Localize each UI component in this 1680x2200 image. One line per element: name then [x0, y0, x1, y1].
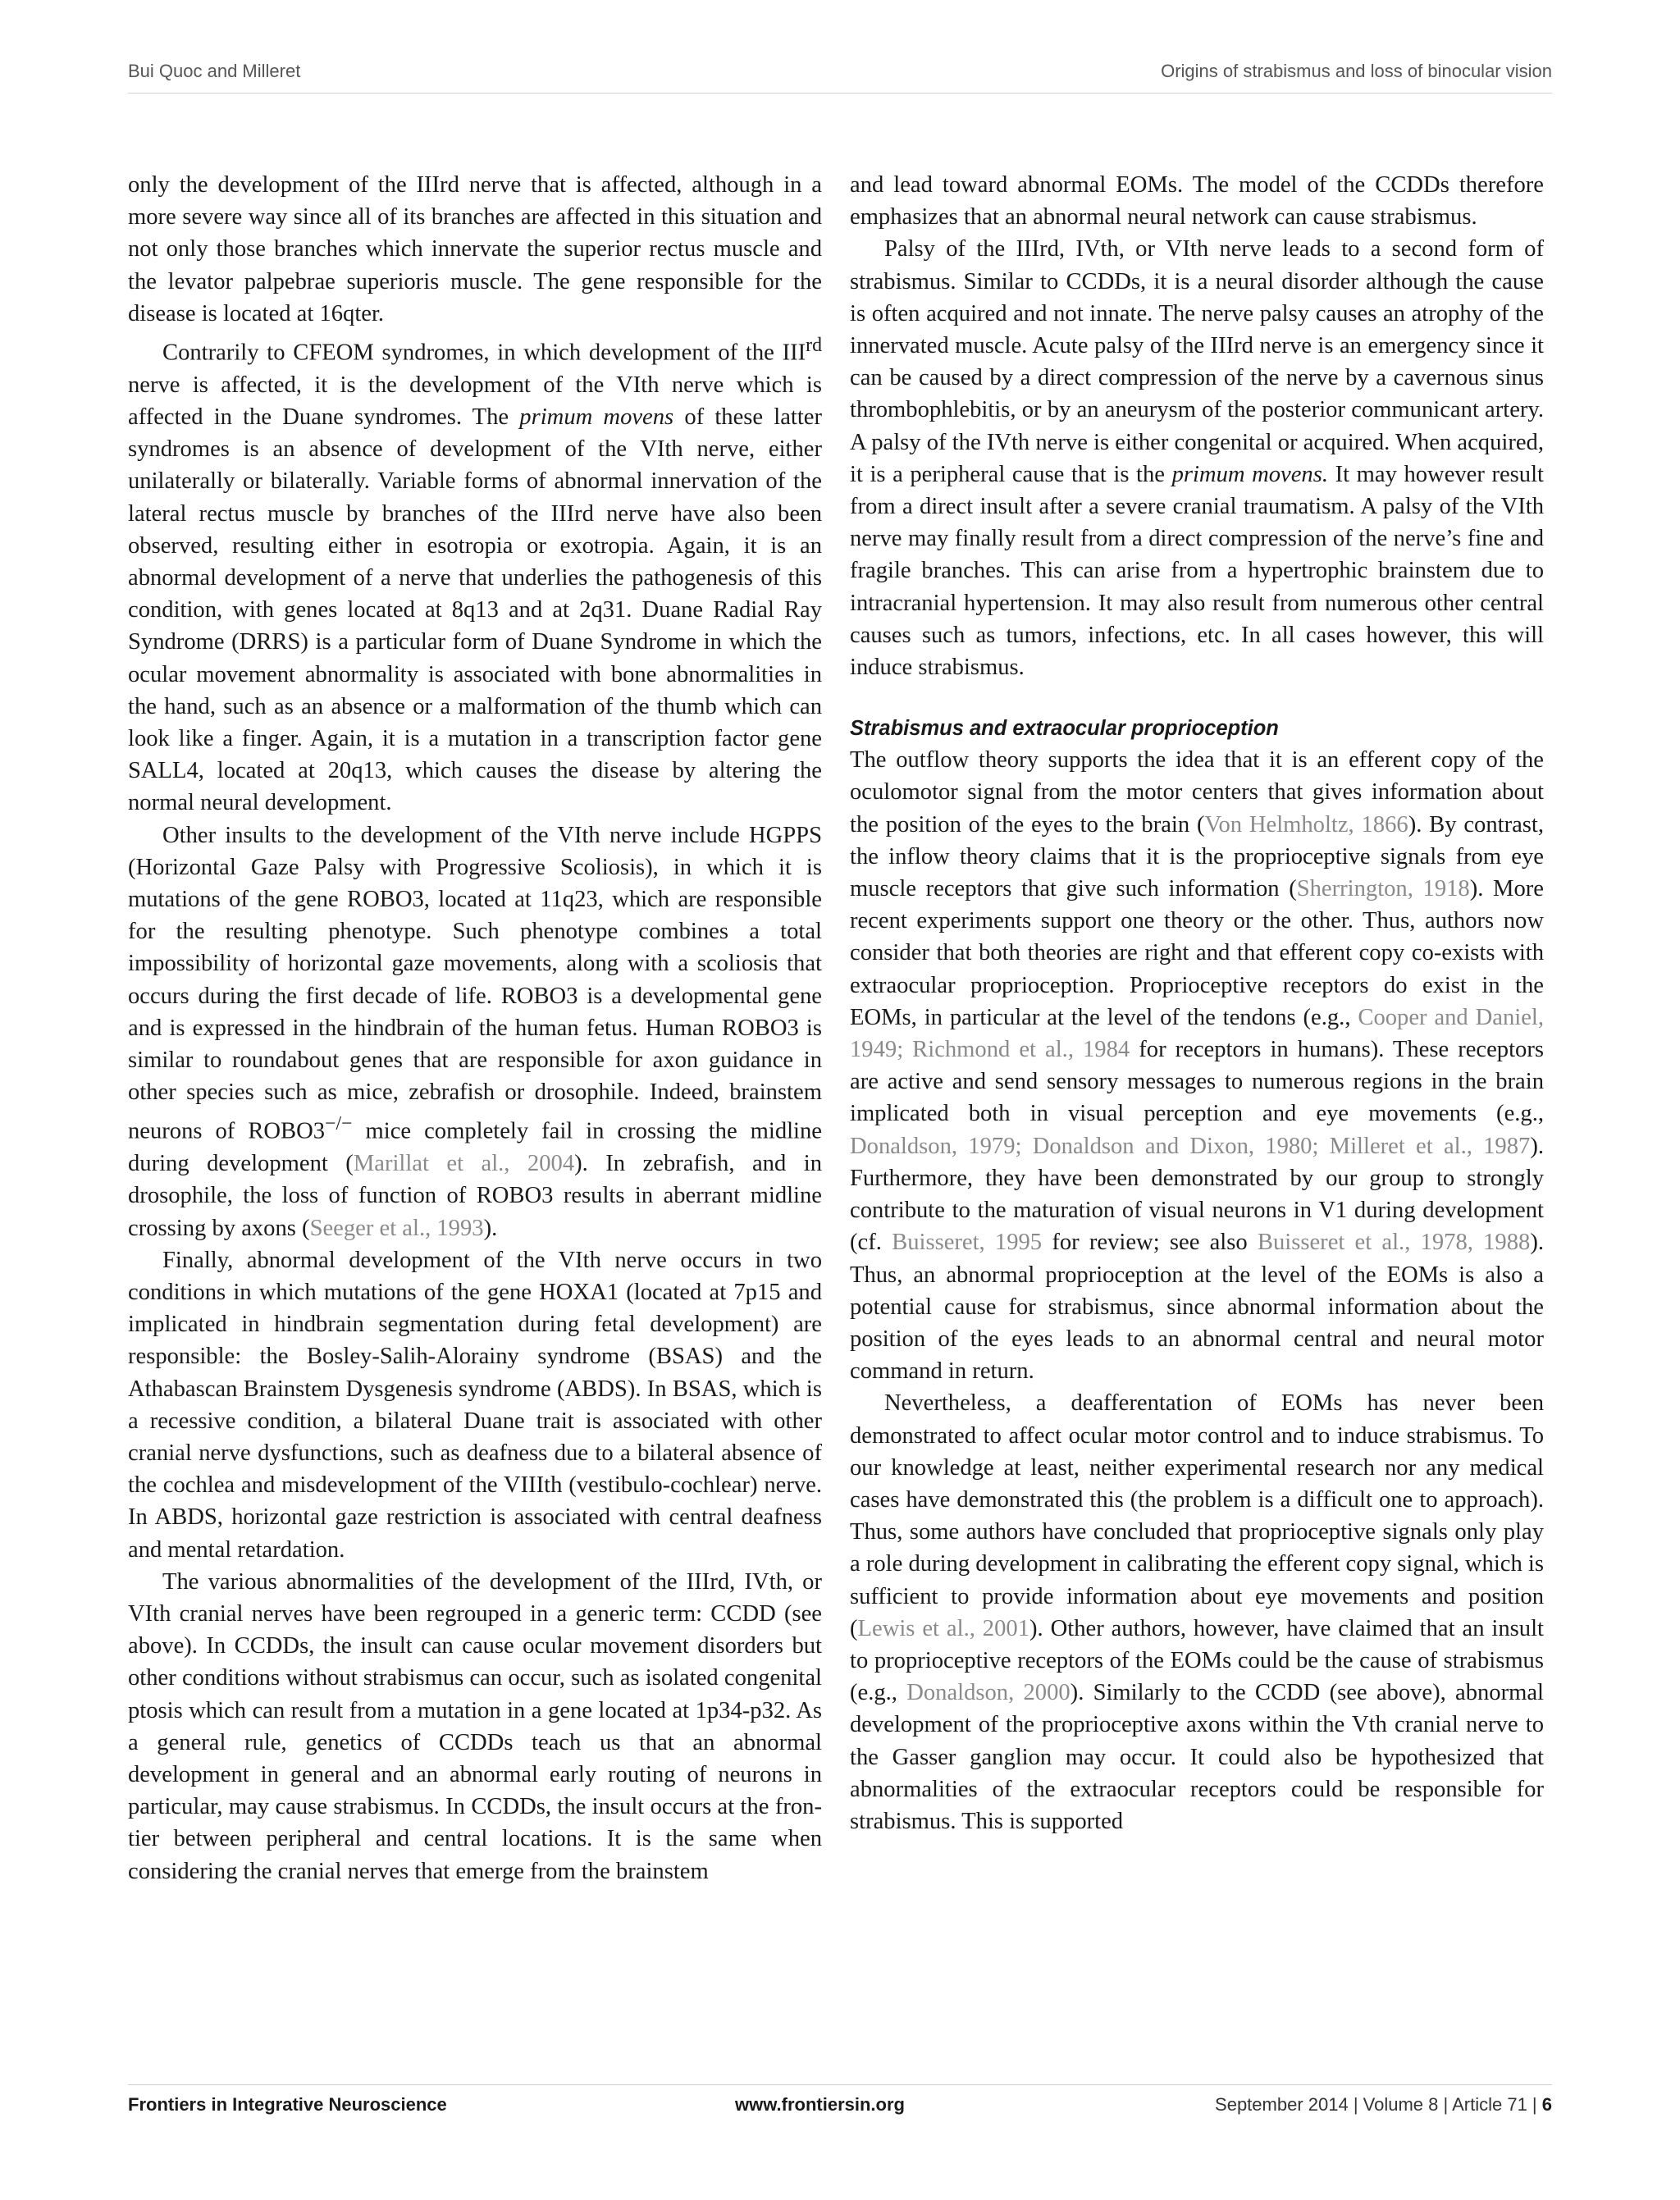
- italic-term: primum movens.: [1171, 461, 1329, 487]
- header-article-title: Origins of strabismus and loss of binocular vision: [1161, 61, 1552, 81]
- running-head: [128, 61, 1552, 82]
- citation-link[interactable]: Donaldson, 2000: [906, 1680, 1071, 1706]
- section-heading: Strabismus and extraocular proprioception: [850, 717, 1279, 741]
- paragraph: The various abnormalities of the development of the IIIrd, IVth, or VIth cranial nerves have been regrouped in a generic term: CCDD (see above). In CCDDs, the insult can cause ocular movement disorders but other conditions without strabismus can occur, such as isolated congenital ptosis which can result from a mutation in a gene located at 1p34-p32. As a general rule, genetics of CCDDs teach us that an abnormal development in general and an abnormal early routing of neurons in particular, may cause strabismus. In CCDDs, the insult occurs at the frontier between peripheral and central locations. It is the same when considering the cranial nerves that emerge from the brainstem: [128, 1568, 822, 1884]
- citation-link[interactable]: Lewis et al., 2001: [857, 1615, 1029, 1641]
- paragraph: Finally, abnormal development of the VIth nerve occurs in two conditions in which mutations of the gene HOXA1 (located at 7p15 and implicated in hindbrain segmentation during fetal development) are responsible: the Bosley-Salih-Alorainy syndrome (BSAS) and the Athabascan Brainstem Dysgenesis syndrome (ABDS). In BSAS, which is a recessive condition, a bilateral Duane trait is associated with other cranial nerve dysfunctions, such as deafness due to a bilateral absence of the cochlea and misdevelopment of the VIIIth (vestibulo-cochlear) nerve. In ABDS, horizontal gaze restriction is associated with central deafness and mental retardation.: [128, 1247, 822, 1563]
- citation-link[interactable]: Cooper and Daniel, 1949; Richmond et al., 1984: [850, 1004, 1544, 1063]
- citation-link[interactable]: Sherrington, 1918: [1296, 876, 1470, 902]
- citation-link[interactable]: Buisseret, 1995: [892, 1230, 1043, 1256]
- paragraph: The outflow theory supports the idea that it is an efferent copy of the oculomotor signal from the motor centers that gives information about the position of the eyes to the brain (Von Helmholtz, 1866). By contrast, the inflow theory claims that it is the proprioceptive signals from eye muscle receptors that give such information (Sherrington, 1918). More recent experiments support one theory or the other. Thus, authors now consider that both theories are right and that efferent copy co-exists with extraocular proprioception. Proprioceptive receptors do exist in the EOMs, in particular at the level of the tendons (e.g., Cooper and Daniel, 1949; Richmond et al., 1984 for receptors in humans). These receptors are active and send sensory messages to numerous regions in the brain implicated both in visual perception and eye movements (e.g., Donaldson, 1979; Donaldson and Dixon, 1980; Milleret et al., 1987). Furthermore, they have been demonstrated by our group to strongly contribute to the maturation of visual neurons in V1 during development (cf. Buisseret, 1995 for review; see also Buisseret et al., 1978, 1988). Thus, an abnormal proprioception at the level of the EOMs is also a potential cause for strabismus, since abnormal information about the position of the eyes leads to an abnormal central and neural motor command in return.: [850, 747, 1545, 1385]
- footer-divider: [128, 2084, 1552, 2085]
- paragraph: Nevertheless, a deafferentation of EOMs has never been demonstrated to affect ocular motor control and to induce strabismus. To our knowledge at least, neither experimental research nor any medical cases have demonstrated this (the problem is a difficult one to approach). Thus, some authors have concluded that proprioceptive signals only play a role during development in calibrating the efferent copy signal, which is sufficient to provide information about eye movements and position (Lewis et al., 2001). Other authors, however, have claimed that an insult to proprioceptive receptors of the EOMs could be the cause of strabismus (e.g., Donaldson, 2000). Similarly to the CCDD (see above), abnormal development of the proprioceptive axons within the Vth cranial nerve to the Gasser ganglion may occur. It could also be hypothesized that abnormalities of the extraocular receptors could be responsible for strabismus. This is supported: [850, 1390, 1544, 1834]
- header-divider: [128, 93, 1552, 94]
- footer-website-link[interactable]: www.frontiersin.org: [735, 2094, 905, 2115]
- footer-journal-name: Frontiers in Integrative Neuroscience: [128, 2094, 447, 2115]
- citation-link[interactable]: Marillat et al., 2004: [353, 1151, 575, 1177]
- header-authors: Bui Quoc and Milleret: [128, 61, 301, 81]
- citation-link[interactable]: Buisseret et al., 1978, 1988: [1257, 1230, 1531, 1256]
- citation-link[interactable]: Von Helmholtz, 1866: [1204, 811, 1408, 838]
- citation-link[interactable]: Donaldson, 1979; Donaldson and Dixon, 1980; Milleret et al., 1987: [850, 1133, 1531, 1159]
- right-column: [850, 169, 1544, 1837]
- paragraph: Palsy of the IIIrd, IVth, or VIth nerve leads to a second form of strabismus. Similar to CCDDs, it is a neural disorder although the cause is often acquired and not innate. The nerve palsy causes an atrophy of the innervated muscle. Acute palsy of the IIIrd nerve is an emergency since it can be caused by a direct compression of the nerve by a cavernous sinus thrombophlebitis, or by an aneurysm of the posterior communicant artery. A palsy of the IVth nerve is either congenital or acquired. When acquired, it is a peripheral cause that is the primum movens. It may however result from a direct insult after a severe cranial traumatism. A palsy of the VIth nerve may finally result from a direct compression of the nerve’s fine and fragile branches. This can arise from a hypertrophic brainstem due to intracranial hypertension. It may also result from numerous other central causes such as tumors, infections, etc. In all cases however, this will induce strabismus.: [850, 236, 1544, 681]
- footer-issue-info: September 2014 | Volume 8 | Article 71 | 6: [1215, 2094, 1552, 2115]
- italic-term: primum movens: [519, 404, 674, 430]
- citation-link[interactable]: Seeger et al., 1993: [309, 1215, 484, 1241]
- left-column: [128, 169, 822, 1887]
- paragraph: and lead toward abnormal EOMs. The model of the CCDDs therefore emphasizes that an abnormal neural network can cause strabismus.: [850, 172, 1544, 230]
- paragraph: only the development of the IIIrd nerve that is affected, although in a more severe way since all of its branches are affected in this situation and not only those branches which innervate the superior rectus muscle and the levator palpebrae superioris muscle. The gene responsible for the disease is located at 16qter.: [128, 172, 822, 326]
- paragraph: Contrarily to CFEOM syndromes, in which development of the IIIrd nerve is affected, it is the development of the VIth nerve which is affected in the Duane syndromes. The primum movens of these latter syndromes is an absence of development of the VIth nerve, either unilaterally or bilaterally. Variable forms of abnormal innervation of the lateral rectus muscle by branches of the IIIrd nerve have also been observed, resulting either in esotropia or exotropia. Again, it is an abnormal development of a nerve that underlies the pathogenesis of this condition, with genes located at 8q13 and at 2q31. Duane Radial Ray Syndrome (DRRS) is a particular form of Duane Syndrome in which the ocular movement abnormality is associated with bone abnormalities in the hand, such as an absence or a malformation of the thumb which can look like a finger. Again, it is a mutation in a transcription factor gene SALL4, located at 20q13, which causes the disease by altering the normal neural development.: [128, 335, 822, 816]
- page-number: 6: [1541, 2094, 1552, 2115]
- paragraph: Other insults to the development of the VIth nerve include HGPPS (Horizontal Gaze Palsy with Progressive Scoliosis), in which it is mutations of the gene ROBO3, located at 11q23, which are responsible for the resulting phenotype. Such phenotype combines a total impossibility of horizontal gaze movements, along with a scoliosis that occurs during the first decade of life. ROBO3 is a developmental gene and is expressed in the hindbrain of the human fetus. Human ROBO3 is similar to roundabout genes that are responsible for axon guidance in other species such as mice, zebrafish or drosophile. Indeed, brainstem neurons of ROBO3−/− mice completely fail in crossing the midline during development (Marillat et al., 2004). In zebrafish, and in drosophile, the loss of function of ROBO3 results in aberrant midline crossing by axons (Seeger et al., 1993).: [128, 822, 822, 1241]
